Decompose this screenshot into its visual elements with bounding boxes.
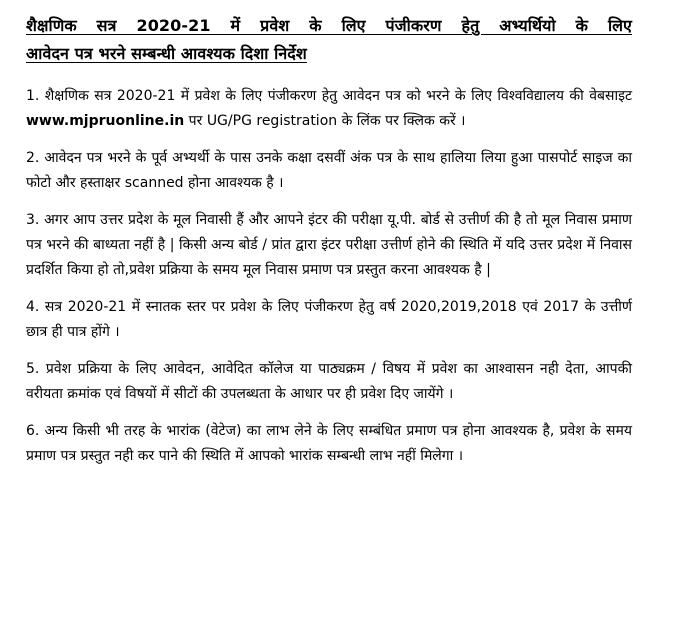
instruction-1-post: पर UG/PG registration के लिंक पर क्लिक करें । <box>184 113 466 129</box>
instruction-1-pre: 1. शैक्षणिक सत्र 2020-21 में प्रवेश के लिए पंजीकरण हेतु आवेदन पत्र को भरने के लिए विश्वविद्यालय की वेबसाइट <box>26 88 632 104</box>
title-line-1: शैक्षणिक सत्र 2020-21 में प्रवेश के लिए पंजीकरण हेतु अभ्यर्थियो के लिए <box>26 16 632 35</box>
instruction-item-4: 4. सत्र 2020-21 में स्नातक स्तर पर प्रवेश के लिए पंजीकरण हेतु वर्ष 2020,2019,2018 एवं 2017 के उत्तीर्ण छात्र ही पात्र होंगे । <box>26 299 632 340</box>
instruction-item-3: 3. अगर आप उत्तर प्रदेश के मूल निवासी हैं और आपने इंटर की परीक्षा यू.पी. बोर्ड से उत्तीर्ण की है तो मूल निवास प्रमाण पत्र भरने की बाध्यता नहीं है | किसी अन्य बोर्ड / प्रांत द्वारा इंटर परीक्षा उत्तीर्ण होने की स्थिति में यदि उत्तर प्रदेश में निवास प्रदर्शित किया हो तो,प्रवेश प्रक्रिया के समय मूल निवास प्रमाण पत्र प्रस्तुत करना आवश्यक है | <box>26 212 632 278</box>
instruction-item-6: 6. अन्य किसी भी तरह के भारांक (वेटेज) का लाभ लेने के लिए सम्बंधित प्रमाण पत्र होना आवश्यक है, प्रवेश के समय प्रमाण पत्र प्रस्तुत नही कर पाने की स्थिति में आपको भारांक सम्बन्धी लाभ नहीं मिलेगा । <box>26 423 632 464</box>
page-title <box>26 12 632 68</box>
instruction-item-5: 5. प्रवेश प्रक्रिया के लिए आवेदन, आवेदित कॉलेज या पाठ्यक्रम / विषय में प्रवेश का आश्वासन नही देता, आपकी वरीयता क्रमांक एवं विषयों में सीटों की उपलब्धता के आधार पर ही प्रवेश दिए जायेंगे । <box>26 361 632 402</box>
instruction-item-1 <box>26 84 632 134</box>
instruction-list <box>26 84 632 469</box>
title-line-2: आवेदन पत्र भरने सम्बन्धी आवश्यक दिशा निर्देश <box>26 44 307 63</box>
instruction-item-2: 2. आवेदन पत्र भरने के पूर्व अभ्यर्थी के पास उनके कक्षा दसवीं अंक पत्र के साथ हालिया लिया हुआ पासपोर्ट साइज का फोटो और हस्ताक्षर scanned होना आवश्यक है । <box>26 150 632 191</box>
website-link: www.mjpruonline.in <box>26 113 185 129</box>
